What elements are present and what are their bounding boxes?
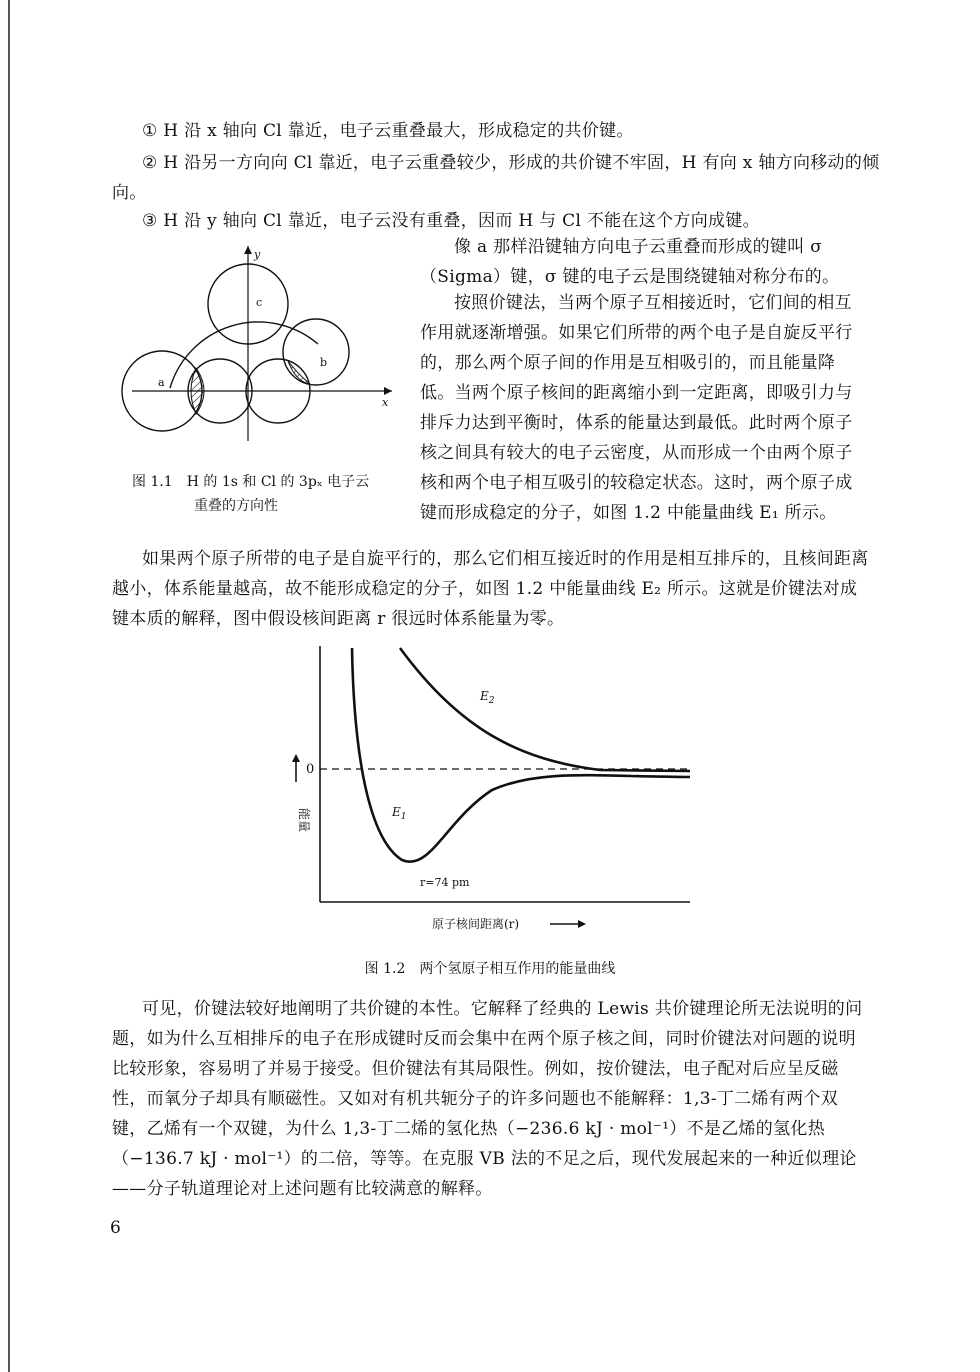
paragraph-2: ② H 沿另一方向向 Cl 靠近，电子云重叠较少，形成的共价键不牢固，H 有向 x 轴方向移动的倾向。 [112, 153, 880, 203]
figure-1-caption [132, 470, 412, 518]
series-label-E1: $E_1$ [392, 805, 407, 822]
figure-2-caption: 图 1.2 两个氢原子相互作用的能量曲线 [364, 961, 616, 977]
page-left-rule [8, 0, 10, 1372]
paragraph-7: 可见，价键法较好地阐明了共价键的本性。它解释了经典的 Lewis 共价键理论所无法说明的问题，如为什么互相排斥的电子在形成键时反而会集中在两个原子核之间，同时价键法对问题的说明比较形象，容易明了并易于接受。但价键法有其局限性。例如，按价键法，电子配对后应呈反磁性，而氧分子却具有顺磁性。又如对有机共轭分子的许多问题也不能解释：1,3-丁二烯有两个双键，乙烯有一个双键，为什么 1,3-丁二烯的氢化热（−236.6 kJ · mol⁻¹）不是乙烯的氢化热（−136.7 kJ · mol⁻¹）的二倍，等等。在克服 VB 法的不足之后，现代发展起来的一种近似理论——分子轨道理论对上述问题有比较满意的解释。 [112, 999, 863, 1199]
figure-2-xlabel: 原子核间距离(r) [432, 917, 520, 931]
paragraph-4: 像 a 那样沿键轴方向电子云重叠而形成的键叫 σ（Sigma）键，σ 键的电子云是围绕键轴对称分布的。 [420, 237, 840, 287]
figure-1-label-y: y [254, 248, 261, 261]
figure-2-ylabel: 能量 [297, 807, 311, 833]
figure-1-label-b: b [320, 356, 328, 369]
paragraph-3: ③ H 沿 y 轴向 Cl 靠近，电子云没有重叠，因而 H 与 Cl 不能在这个方向成键。 [142, 211, 760, 231]
energy-up-arrow-head [292, 754, 300, 762]
paragraph-6: 如果两个原子所带的电子是自旋平行的，那么它们相互接近时的作用是相互排斥的，且核间距离越小，体系能量越高，故不能形成稳定的分子，如图 1.2 中能量曲线 E₂ 所示。这就是价键法对成键本质的解释，图中假设核间距离 r 很远时体系能量为零。 [112, 549, 869, 629]
figure-1-label-c: c [256, 296, 263, 309]
distance-arrow-head [578, 920, 586, 928]
paragraph-5: 按照价键法，当两个原子互相接近时，它们间的相互作用就逐渐增强。如果它们所带的两个电子是自旋反平行的，那么两个原子间的作用是互相吸引的，而且能量降低。当两个原子核间的距离缩小到一定距离，即吸引力与排斥力达到平衡时，体系的能量达到最低。此时两个原子核之间具有较大的电子云密度，从而形成一个由两个原子核和两个电子相互吸引的较稳定状态。这时，两个原子成键而形成稳定的分子，如图 1.2 中能量曲线 E₁ 所示。 [420, 293, 853, 523]
figure-1-2-energy-chart [280, 640, 700, 940]
paragraph-1: ① H 沿 x 轴向 Cl 靠近，电子云重叠最大，形成稳定的共价键。 [142, 121, 634, 141]
zero-label: 0 [306, 762, 315, 777]
figure-1-caption-line1: 图 1.1 H 的 1s 和 Cl 的 3pₓ 电子云 [132, 474, 370, 490]
figure-1-label-x: x [382, 396, 389, 409]
curve-E1 [352, 648, 690, 862]
curve-E2 [400, 648, 690, 771]
figure-1-1-orbital-diagram [112, 236, 412, 466]
series-label-E2: $E_2$ [480, 689, 495, 706]
figure-1-label-a: a [158, 376, 165, 389]
overlap-a-hatched [191, 368, 204, 414]
page-number: 6 [110, 1218, 121, 1238]
figure-1-caption-line2: 重叠的方向性 [194, 498, 278, 514]
min-distance-label: r=74 pm [420, 876, 470, 889]
